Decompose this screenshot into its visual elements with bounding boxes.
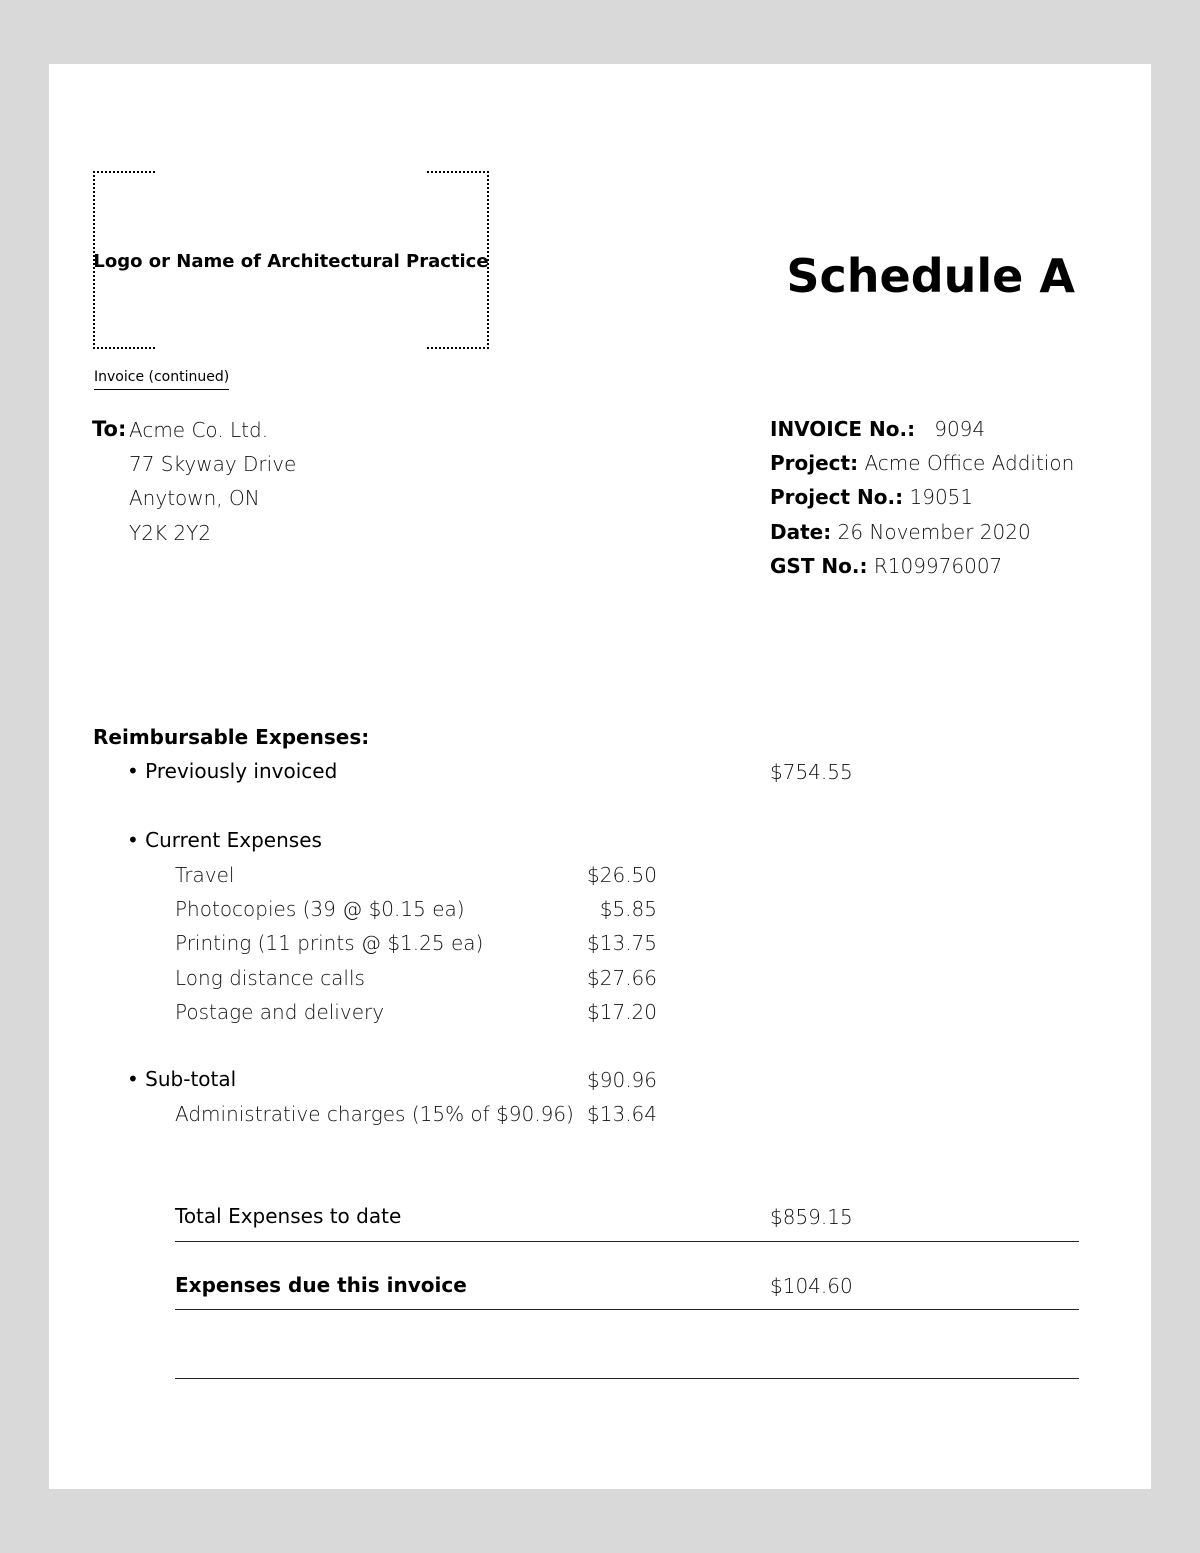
- logo-text: Logo or Name of Architectural Practice: [93, 251, 489, 272]
- expense-item-amount: $26.50: [587, 863, 657, 887]
- expense-item-amount: $17.20: [587, 1000, 657, 1024]
- subtotal-row: • Sub-total: [127, 1067, 237, 1091]
- due-this-invoice-label: Expenses due this invoice: [175, 1273, 467, 1297]
- expense-item-label: Long distance calls: [175, 966, 365, 990]
- divider: [175, 1241, 1079, 1242]
- address-line: Acme Co. Ltd.: [129, 418, 269, 442]
- expense-item-label: Postage and delivery: [175, 1000, 385, 1024]
- document-page: [49, 64, 1151, 1489]
- divider: [175, 1309, 1079, 1310]
- date-row: Date: 26 November 2020: [770, 520, 1031, 544]
- divider: [175, 1378, 1079, 1379]
- expense-item-amount: $5.85: [599, 897, 657, 921]
- subtotal-amount: $90.96: [587, 1068, 657, 1092]
- due-this-invoice-amount: $104.60: [770, 1274, 853, 1298]
- previously-invoiced-amount: $754.55: [770, 760, 853, 784]
- project-number-row: Project No.: 19051: [770, 485, 974, 509]
- admin-charges-amount: $13.64: [587, 1102, 657, 1126]
- expense-item-label: Travel: [175, 863, 235, 887]
- address-line: Y2K 2Y2: [129, 521, 212, 545]
- address-line: 77 Skyway Drive: [129, 452, 297, 476]
- admin-charges-label: Administrative charges (15% of $90.96): [175, 1102, 574, 1126]
- expenses-heading: Reimbursable Expenses:: [93, 725, 370, 749]
- address-line: Anytown, ON: [129, 486, 260, 510]
- expense-item-amount: $27.66: [587, 966, 657, 990]
- invoice-continued-label: Invoice (continued): [94, 369, 229, 390]
- expense-item-label: Printing (11 prints @ $1.25 ea): [175, 931, 484, 955]
- logo-placeholder: [93, 171, 489, 349]
- current-expenses-row: • Current Expenses: [127, 828, 322, 852]
- to-label: To:: [92, 417, 127, 441]
- gst-row: GST No.: R109976007: [770, 554, 1003, 578]
- expense-item-label: Photocopies (39 @ $0.15 ea): [175, 897, 465, 921]
- project-row: Project: Acme Office Addition: [770, 451, 1075, 475]
- previously-invoiced-row: • Previously invoiced: [127, 759, 338, 783]
- page-title: Schedule A: [786, 249, 1075, 303]
- total-to-date-amount: $859.15: [770, 1205, 853, 1229]
- invoice-number-row: INVOICE No.: 9094: [770, 417, 986, 441]
- expense-item-amount: $13.75: [587, 931, 657, 955]
- total-to-date-label: Total Expenses to date: [175, 1204, 402, 1228]
